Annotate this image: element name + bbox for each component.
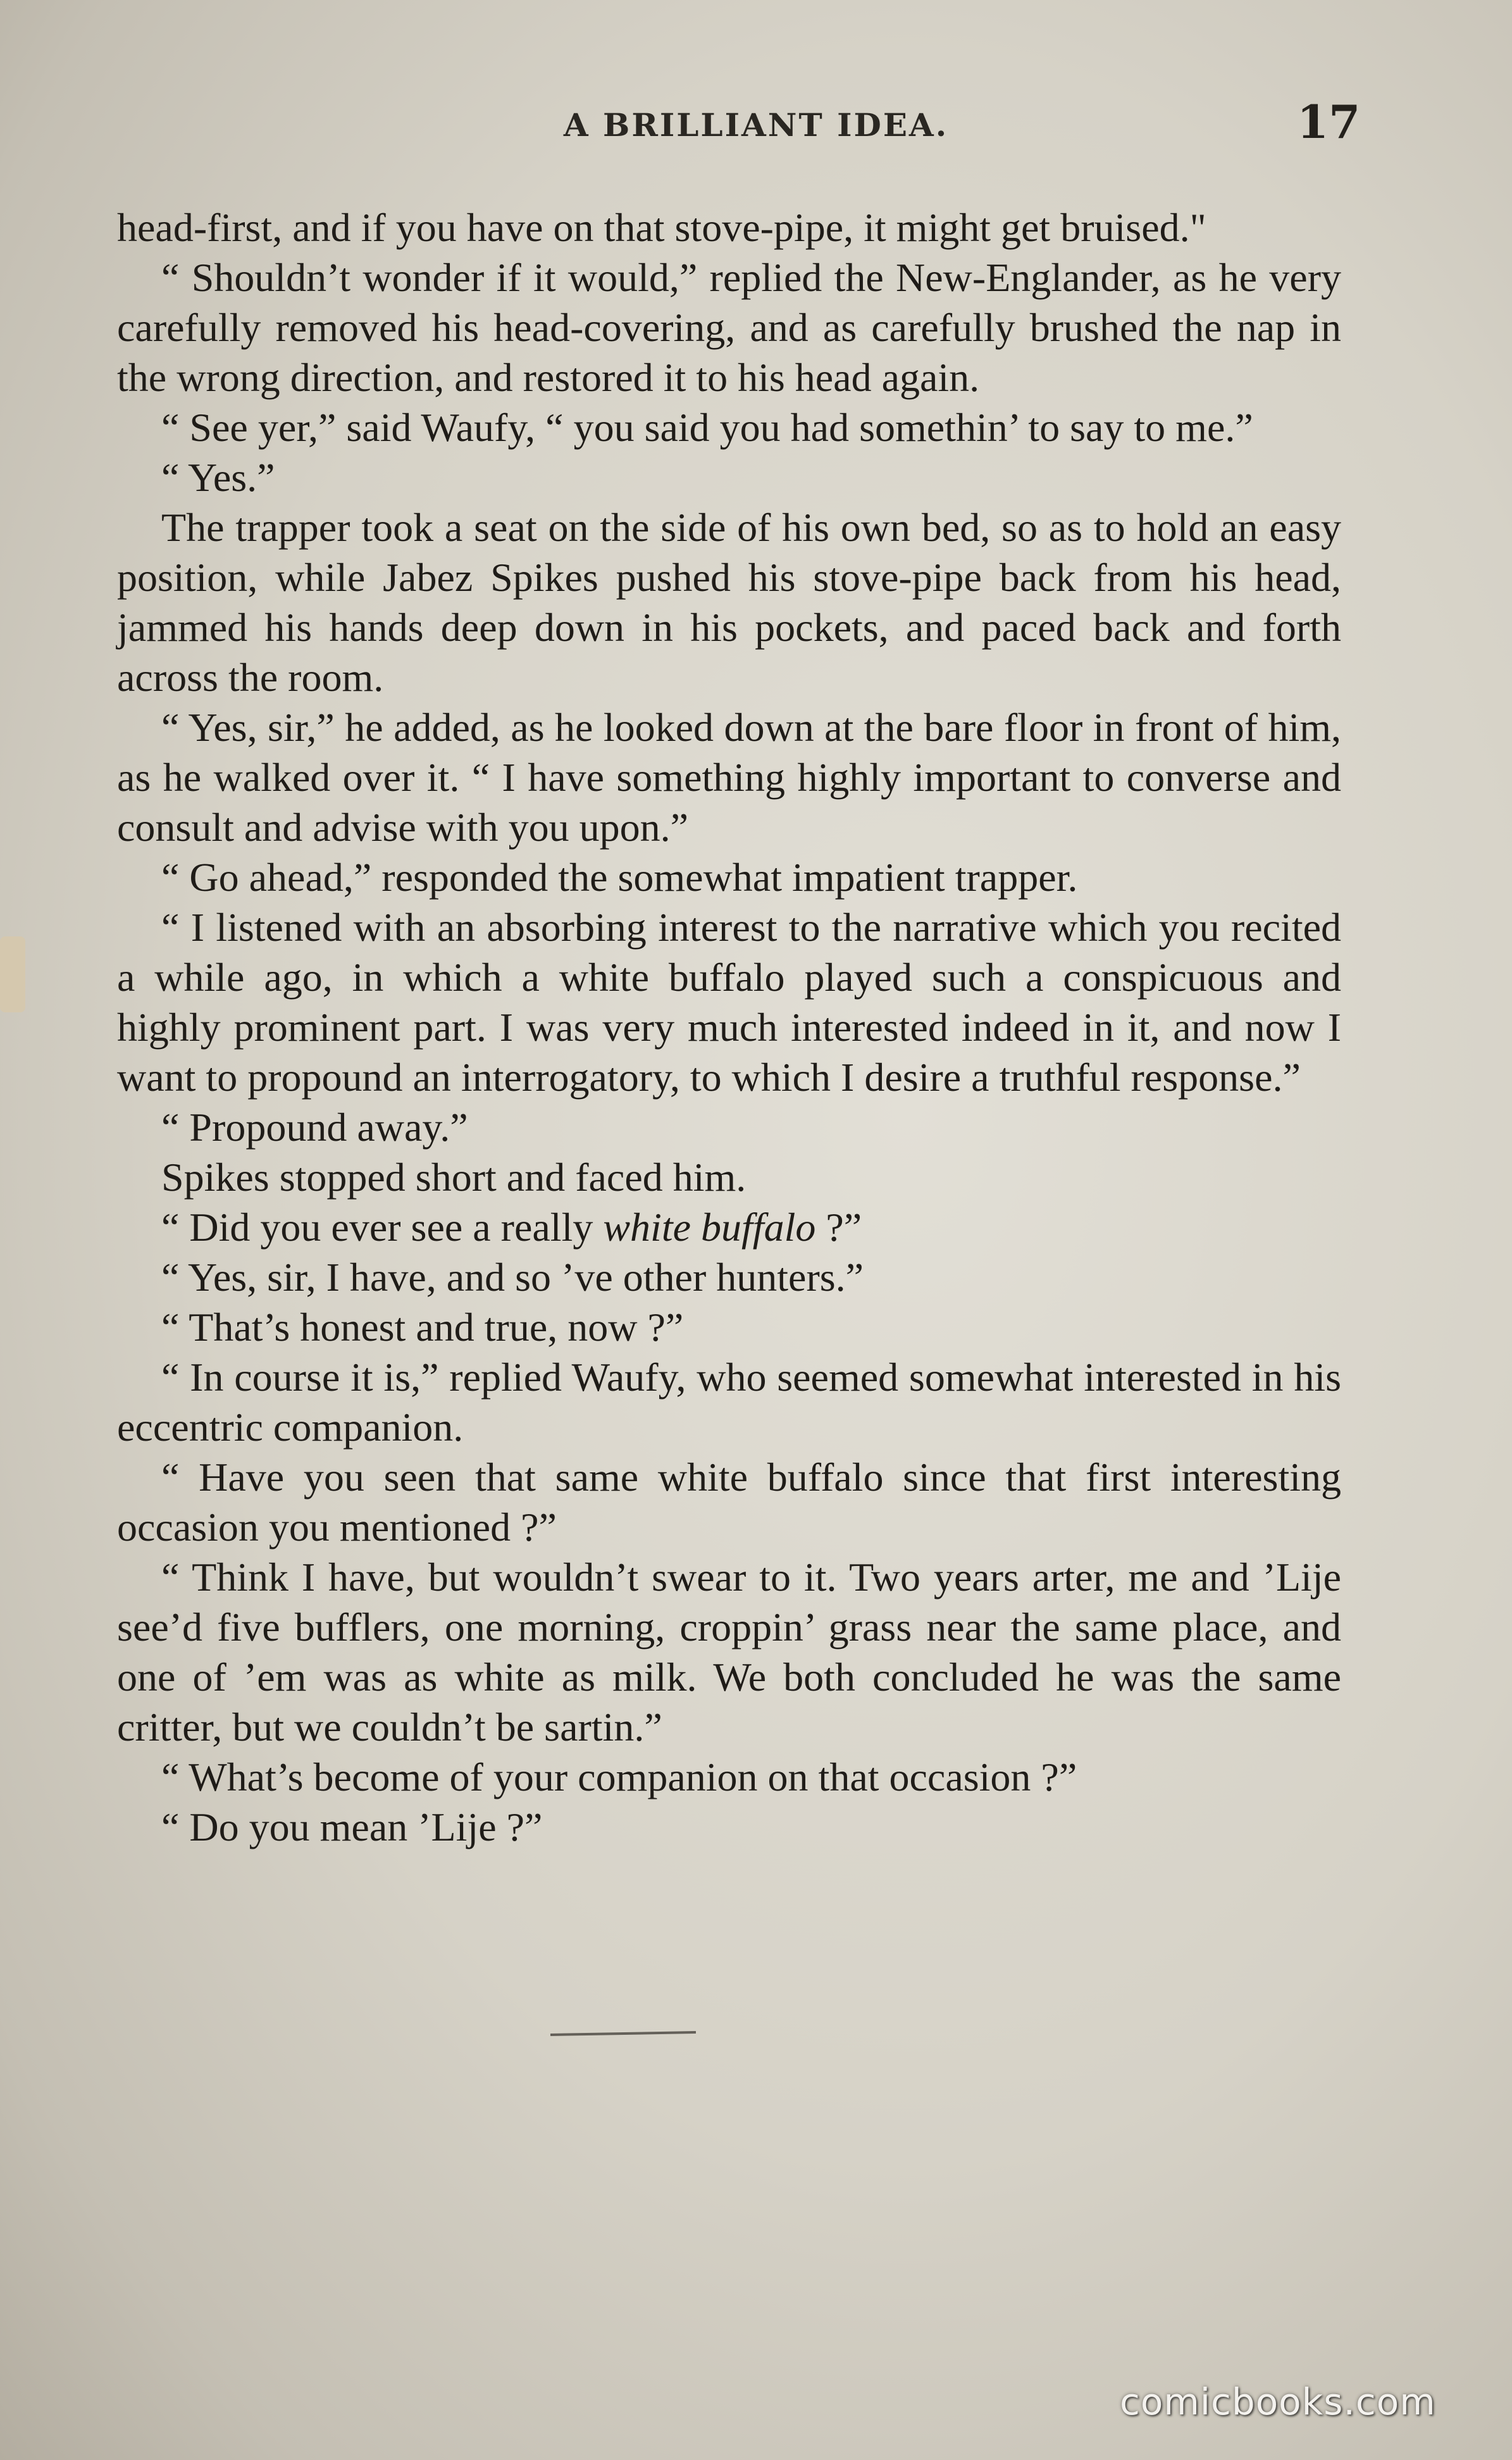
page-number: 17: [1297, 95, 1361, 149]
paragraph-did-you-ever: [117, 1202, 1341, 1252]
paragraph: “ Go ahead,” responded the somewhat impatient trapper.: [161, 855, 1078, 900]
paragraph: “ See yer,” said Waufy, “ you said you had somethin’ to say to me.”: [161, 405, 1253, 450]
running-title: A BRILLIANT IDEA.: [563, 106, 949, 144]
pencil-underline: [550, 2031, 696, 2036]
watermark: comicbooks.com: [1120, 2380, 1436, 2423]
paragraph: “ What’s become of your companion on that occasion ?”: [161, 1755, 1077, 1799]
italic-phrase: white buffalo: [603, 1205, 816, 1250]
paragraph: “ In course it is,” replied Waufy, who seemed somewhat interested in his eccentric companion.: [117, 1355, 1341, 1450]
body-text: [117, 202, 1341, 1852]
paragraph: “ Propound away.”: [161, 1105, 468, 1150]
paragraph: “ I listened with an absorbing interest to the narrative which you recited a while ago, in which a white buffalo played such a conspicuous and highly prominent part. I was very much interested indeed in it, and now I want to propound an interrogatory, to which I desire a truthful response.”: [117, 905, 1341, 1100]
paragraph: “ Do you mean ’Lije ?”: [161, 1805, 543, 1849]
paragraph: “ Yes, sir, I have, and so ’ve other hunters.”: [161, 1255, 864, 1300]
paragraph: Spikes stopped short and faced him.: [161, 1155, 747, 1200]
paragraph: “ Yes.”: [161, 455, 275, 500]
dialogue-text: ?”: [815, 1205, 862, 1250]
paragraph: “ That’s honest and true, now ?”: [161, 1305, 684, 1350]
paragraph: “ Yes, sir,” he added, as he looked down at the bare floor in front of him, as he walked over it. “ I have something highly important to converse and consult and advise with you upon.”: [117, 705, 1341, 850]
paragraph: “ Shouldn’t wonder if it would,” replied the New-Englander, as he very carefully removed his head-covering, and as carefully brushed the nap in the wrong direction, and restored it to his head again.: [117, 255, 1341, 400]
paragraph: head-first, and if you have on that stove-pipe, it might get bruised.": [117, 205, 1206, 250]
paragraph: “ Think I have, but wouldn’t swear to it. Two years arter, me and ’Lije see’d five bufflers, one morning, croppin’ grass near the same place, and one of ’em was as white as milk. We both concluded he was the same critter, but we couldn’t be sartin.”: [117, 1555, 1341, 1749]
dialogue-text: “ Did you ever see a really: [161, 1205, 604, 1250]
paragraph: The trapper took a seat on the side of his own bed, so as to hold an easy position, while Jabez Spikes pushed his stove-pipe back from his head, jammed his hands deep down in his pockets, and paced back and forth across the room.: [117, 505, 1341, 700]
page-edge-stain: [0, 936, 25, 1012]
paragraph: “ Have you seen that same white buffalo since that first interesting occasion you mentioned ?”: [117, 1455, 1341, 1550]
